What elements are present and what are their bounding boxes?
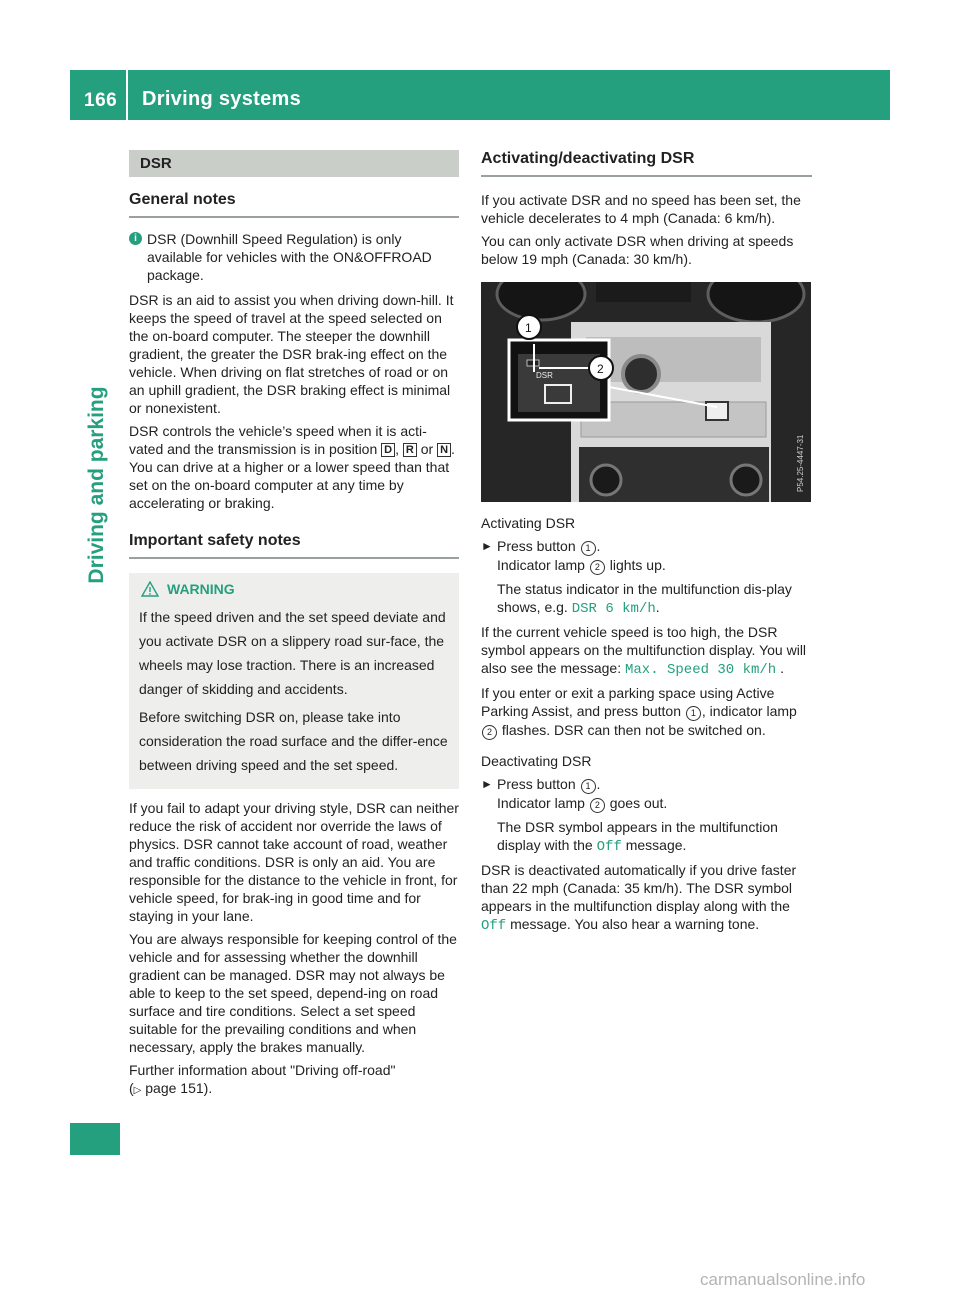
page-title: Driving systems xyxy=(142,88,302,110)
info-icon: i xyxy=(129,232,142,245)
paragraph: DSR is deactivated automatically if you drive faster than 22 mph (Canada: 35 km/h). The DSR symbol appears in the multifunction display along with the Off message. You also hear a warning tone. xyxy=(481,862,797,934)
photo-code: P54.25-4447-31 xyxy=(796,434,805,492)
paragraph: If you enter or exit a parking space using Active Parking Assist, and press button 1 , indicator lamp 2 flashes. DSR can then not be switched on. xyxy=(481,685,797,738)
paragraph-transmission: DSR controls the vehicle’s speed when it is acti-vated and the transmission is in position D , R or N . You can drive at a higher or a lower speed than that set on the on-board computer at any time by accelerating or braking. xyxy=(129,423,455,511)
gear-r-key: R xyxy=(403,443,417,457)
step-deactivate: ► Press button 1 . Indicator lamp 2 goes out. The DSR symbol appears in the multifunction display with the Off message. xyxy=(481,775,812,861)
side-tab-marker xyxy=(70,1123,120,1155)
deactivating-label: Deactivating DSR xyxy=(481,753,592,769)
display-message: DSR 6 km/h xyxy=(571,601,656,617)
warning-triangle-icon xyxy=(141,581,159,597)
callout-2: 2 xyxy=(590,798,605,813)
step-arrow-icon: ► xyxy=(481,777,493,791)
paragraph: If you activate DSR and no speed has been set, the vehicle decelerates to 4 mph (Canada: 6 km/h). xyxy=(481,192,801,226)
callout-1: 1 xyxy=(581,779,596,794)
paragraph: If the current vehicle speed is too high, the DSR symbol appears on the multifunction display. You will also see the message: Max. Speed 30 km/h . xyxy=(481,624,807,678)
callout-1: 1 xyxy=(581,541,596,556)
display-message: Off xyxy=(481,918,507,934)
display-message: Off xyxy=(596,839,622,855)
callout-1: 1 xyxy=(686,706,701,721)
dashboard-illustration xyxy=(481,282,811,502)
page-reference-link[interactable]: page 151). xyxy=(145,1080,213,1096)
right-column xyxy=(481,150,812,940)
activating-heading: Activating/deactivating DSR xyxy=(481,150,812,177)
left-column xyxy=(129,150,459,1105)
header-divider xyxy=(126,70,128,120)
dashboard-photo xyxy=(481,282,811,502)
callout-2: 2 xyxy=(590,560,605,575)
paragraph: If you fail to adapt your driving style, DSR can neither reduce the risk of accident nor override the laws of physics. DSR cannot take account of road, weather and traffic conditions. DSR is only an aid. You are responsible for the distance to the vehicle in front, for vehicle speed, for brak-ing in good time and for staying in your lane. xyxy=(129,800,459,924)
step-arrow-icon: ► xyxy=(481,539,493,553)
warning-header xyxy=(139,581,450,597)
info-note-text: DSR (Downhill Speed Regulation) is only available for vehicles with the ON&OFFROAD package. xyxy=(147,231,432,283)
warning-text: Before switching DSR on, please take into consideration the road surface and the differ-ence between driving speed and the set speed. xyxy=(139,709,448,773)
gear-n-key: N xyxy=(437,443,451,457)
info-note xyxy=(129,230,459,284)
warning-text: If the speed driven and the set speed deviate and you activate DSR on a slippery road sur-face, the wheels may lose traction. There is an increased danger of skidding and accidents. xyxy=(139,609,446,697)
section-heading-dsr: DSR xyxy=(129,150,459,177)
general-notes-heading: General notes xyxy=(129,191,459,218)
display-message: Max. Speed 30 km/h xyxy=(624,662,777,678)
page-reference-arrow-icon: ▷ xyxy=(133,1085,142,1096)
paragraph: You can only activate DSR when driving at speeds below 19 mph (Canada: 30 km/h). xyxy=(481,233,794,267)
side-tab-label: Driving and parking xyxy=(85,386,108,584)
page-number: 166 xyxy=(84,90,118,111)
activating-label: Activating DSR xyxy=(481,515,576,531)
gear-d-key: D xyxy=(381,443,395,457)
callout-2: 2 xyxy=(482,725,497,740)
warning-box xyxy=(129,573,459,789)
photo-display-text: DSR xyxy=(536,371,553,380)
paragraph: You are always responsible for keeping control of the vehicle and for assessing whether the downhill gradient can be managed. DSR may not always be able to keep to the set speed, depend-ing on road surface and tire conditions. Select a set speed suitable for the prevailing conditions and when necessary, apply the brakes manually. xyxy=(129,931,457,1055)
step-activate: ► Press button 1 . Indicator lamp 2 lights up. The status indicator in the multifunction dis-play shows, e.g. DSR 6 km/h. xyxy=(481,537,812,623)
photo-label-1: 1 xyxy=(525,321,532,335)
paragraph: DSR is an aid to assist you when driving down-hill. It keeps the speed of travel at the speed selected on the on-board computer. The steeper the downhill gradient, the greater the DSR brak-ing effect on the vehicle. When driving on flat stretches of road or on an uphill gradient, the DSR braking effect is minimal or nonexistent. xyxy=(129,292,454,416)
watermark: carmanualsonline.info xyxy=(700,1270,866,1289)
warning-title: WARNING xyxy=(167,581,235,597)
paragraph-reference: Further information about "Driving off-road" (▷ page 151). xyxy=(129,1062,396,1096)
photo-label-2: 2 xyxy=(597,362,604,376)
safety-notes-heading: Important safety notes xyxy=(129,532,459,559)
